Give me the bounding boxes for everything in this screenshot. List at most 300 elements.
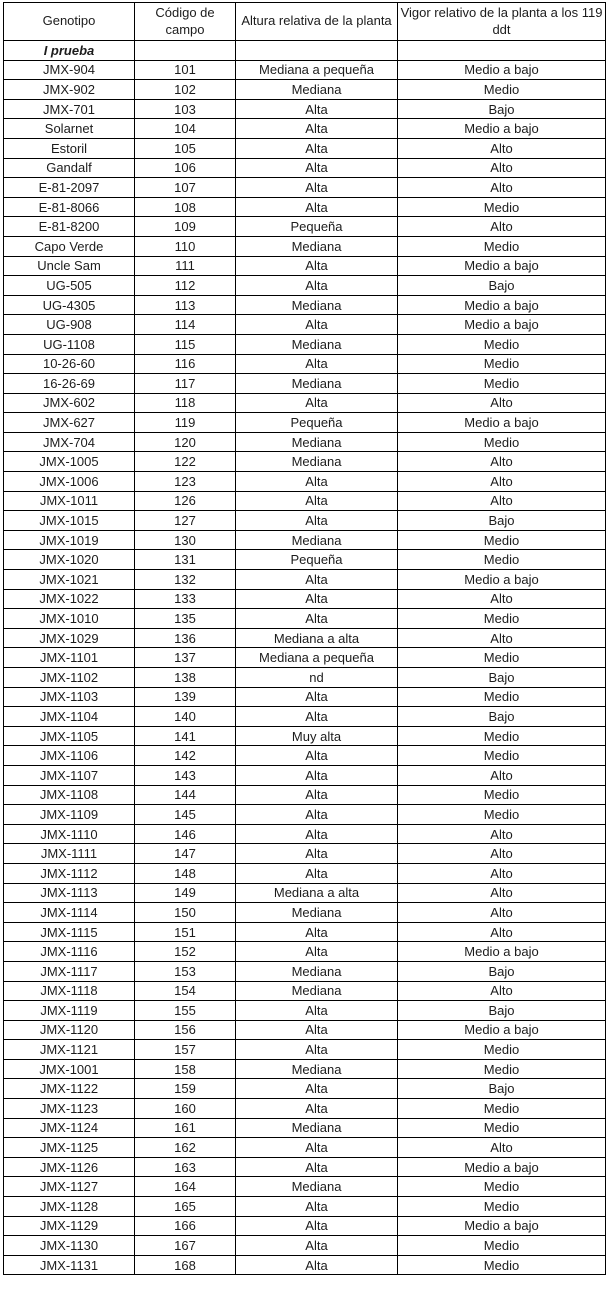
- altura-cell: Mediana: [236, 530, 398, 550]
- codigo-cell: 120: [135, 432, 236, 452]
- genotipo-cell: JMX-1011: [4, 491, 135, 511]
- table-row: [4, 824, 606, 844]
- vigor-cell: Medio: [398, 550, 606, 570]
- table-row: [4, 726, 606, 746]
- altura-cell: Alta: [236, 315, 398, 335]
- table-row: [4, 236, 606, 256]
- altura-cell: Mediana a pequeña: [236, 648, 398, 668]
- codigo-cell: 141: [135, 726, 236, 746]
- genotipo-cell: JMX-1122: [4, 1079, 135, 1099]
- codigo-cell: 150: [135, 903, 236, 923]
- vigor-cell: Medio a bajo: [398, 315, 606, 335]
- codigo-cell: 106: [135, 158, 236, 178]
- altura-cell: Mediana: [236, 961, 398, 981]
- vigor-cell: Medio: [398, 648, 606, 668]
- table-row: [4, 1197, 606, 1217]
- genotipo-cell: Uncle Sam: [4, 256, 135, 276]
- table-row: [4, 1138, 606, 1158]
- genotipo-cell: JMX-1113: [4, 883, 135, 903]
- altura-cell: Mediana: [236, 374, 398, 394]
- table-row: [4, 609, 606, 629]
- vigor-cell: Bajo: [398, 1079, 606, 1099]
- altura-cell: Alta: [236, 1216, 398, 1236]
- table-row: [4, 863, 606, 883]
- column-header-codigo-de-campo: Código de campo: [135, 3, 236, 41]
- altura-cell: Pequeña: [236, 413, 398, 433]
- codigo-cell: 127: [135, 511, 236, 531]
- table-row: [4, 746, 606, 766]
- genotipo-cell: 10-26-60: [4, 354, 135, 374]
- table-row: [4, 99, 606, 119]
- altura-cell: [236, 41, 398, 61]
- altura-cell: Alta: [236, 765, 398, 785]
- altura-cell: Alta: [236, 1079, 398, 1099]
- genotipo-cell: UG-4305: [4, 295, 135, 315]
- codigo-cell: 138: [135, 668, 236, 688]
- vigor-cell: Medio: [398, 609, 606, 629]
- genotipo-cell: JMX-1115: [4, 922, 135, 942]
- codigo-cell: 143: [135, 765, 236, 785]
- table-row: [4, 765, 606, 785]
- codigo-cell: 148: [135, 863, 236, 883]
- vigor-cell: Medio: [398, 530, 606, 550]
- altura-cell: Alta: [236, 609, 398, 629]
- genotipo-cell: JMX-1131: [4, 1255, 135, 1275]
- table-row: [4, 178, 606, 198]
- vigor-cell: [398, 41, 606, 61]
- vigor-cell: Bajo: [398, 707, 606, 727]
- table-row: [4, 903, 606, 923]
- vigor-cell: Medio a bajo: [398, 295, 606, 315]
- column-header-vigor-relativo: Vigor relativo de la planta a los 119 ddt: [398, 3, 606, 41]
- genotipo-cell: JMX-1126: [4, 1157, 135, 1177]
- altura-cell: Alta: [236, 1040, 398, 1060]
- altura-cell: Pequeña: [236, 550, 398, 570]
- vigor-cell: Alto: [398, 178, 606, 198]
- table-row: [4, 256, 606, 276]
- altura-cell: Alta: [236, 942, 398, 962]
- genotipo-cell: JMX-701: [4, 99, 135, 119]
- altura-cell: Alta: [236, 1255, 398, 1275]
- codigo-cell: 149: [135, 883, 236, 903]
- genotype-table: [3, 2, 606, 1275]
- vigor-cell: Medio: [398, 236, 606, 256]
- codigo-cell: 168: [135, 1255, 236, 1275]
- codigo-cell: 165: [135, 1197, 236, 1217]
- genotipo-cell: JMX-1129: [4, 1216, 135, 1236]
- table-row: [4, 1040, 606, 1060]
- altura-cell: Alta: [236, 256, 398, 276]
- codigo-cell: 147: [135, 844, 236, 864]
- table-row: [4, 1059, 606, 1079]
- table-row: [4, 217, 606, 237]
- vigor-cell: Medio a bajo: [398, 1020, 606, 1040]
- genotipo-cell: JMX-1106: [4, 746, 135, 766]
- vigor-cell: Medio: [398, 1255, 606, 1275]
- codigo-cell: 133: [135, 589, 236, 609]
- vigor-cell: Medio: [398, 1059, 606, 1079]
- vigor-cell: Medio a bajo: [398, 942, 606, 962]
- codigo-cell: 162: [135, 1138, 236, 1158]
- vigor-cell: Alto: [398, 765, 606, 785]
- codigo-cell: 103: [135, 99, 236, 119]
- codigo-cell: 111: [135, 256, 236, 276]
- codigo-cell: 122: [135, 452, 236, 472]
- genotipo-cell: E-81-2097: [4, 178, 135, 198]
- codigo-cell: 130: [135, 530, 236, 550]
- altura-cell: Pequeña: [236, 217, 398, 237]
- codigo-cell: 119: [135, 413, 236, 433]
- vigor-cell: Medio: [398, 374, 606, 394]
- altura-cell: Alta: [236, 178, 398, 198]
- codigo-cell: 160: [135, 1099, 236, 1119]
- vigor-cell: Medio: [398, 746, 606, 766]
- vigor-cell: Alto: [398, 922, 606, 942]
- codigo-cell: 135: [135, 609, 236, 629]
- codigo-cell: 117: [135, 374, 236, 394]
- vigor-cell: Medio: [398, 726, 606, 746]
- genotipo-cell: JMX-1125: [4, 1138, 135, 1158]
- genotipo-cell: Capo Verde: [4, 236, 135, 256]
- codigo-cell: 115: [135, 334, 236, 354]
- table-row: [4, 60, 606, 80]
- vigor-cell: Medio: [398, 1118, 606, 1138]
- genotipo-cell: JMX-1022: [4, 589, 135, 609]
- vigor-cell: Alto: [398, 903, 606, 923]
- altura-cell: Alta: [236, 805, 398, 825]
- vigor-cell: Medio: [398, 197, 606, 217]
- codigo-cell: 104: [135, 119, 236, 139]
- codigo-cell: 112: [135, 276, 236, 296]
- vigor-cell: Bajo: [398, 511, 606, 531]
- genotipo-cell: JMX-1111: [4, 844, 135, 864]
- altura-cell: Alta: [236, 354, 398, 374]
- table-row: [4, 334, 606, 354]
- altura-cell: Alta: [236, 570, 398, 590]
- codigo-cell: 116: [135, 354, 236, 374]
- table-row: [4, 80, 606, 100]
- genotipo-cell: Solarnet: [4, 119, 135, 139]
- vigor-cell: Alto: [398, 452, 606, 472]
- vigor-cell: Alto: [398, 217, 606, 237]
- table-row: [4, 668, 606, 688]
- altura-cell: Alta: [236, 863, 398, 883]
- table-row: [4, 472, 606, 492]
- vigor-cell: Medio: [398, 354, 606, 374]
- table-row: [4, 1236, 606, 1256]
- altura-cell: Alta: [236, 707, 398, 727]
- genotipo-cell: JMX-1119: [4, 1001, 135, 1021]
- altura-cell: Mediana: [236, 903, 398, 923]
- genotipo-cell: JMX-1104: [4, 707, 135, 727]
- codigo-cell: 101: [135, 60, 236, 80]
- table-row: [4, 805, 606, 825]
- codigo-cell: 114: [135, 315, 236, 335]
- table-row: [4, 883, 606, 903]
- codigo-cell: 105: [135, 138, 236, 158]
- codigo-cell: 113: [135, 295, 236, 315]
- codigo-cell: 136: [135, 628, 236, 648]
- table-row: [4, 1001, 606, 1021]
- altura-cell: Alta: [236, 746, 398, 766]
- section-row: [4, 41, 606, 61]
- altura-cell: Alta: [236, 99, 398, 119]
- table-row: [4, 197, 606, 217]
- vigor-cell: Medio: [398, 805, 606, 825]
- column-header-altura-relativa: Altura relativa de la planta: [236, 3, 398, 41]
- vigor-cell: Alto: [398, 981, 606, 1001]
- vigor-cell: Medio: [398, 785, 606, 805]
- vigor-cell: Alto: [398, 1138, 606, 1158]
- genotipo-cell: JMX-1117: [4, 961, 135, 981]
- codigo-cell: 102: [135, 80, 236, 100]
- codigo-cell: 108: [135, 197, 236, 217]
- genotipo-cell: JMX-1010: [4, 609, 135, 629]
- genotipo-cell: JMX-1102: [4, 668, 135, 688]
- altura-cell: Alta: [236, 785, 398, 805]
- genotipo-cell: JMX-627: [4, 413, 135, 433]
- table-row: [4, 1177, 606, 1197]
- codigo-cell: 158: [135, 1059, 236, 1079]
- codigo-cell: 164: [135, 1177, 236, 1197]
- altura-cell: Mediana a alta: [236, 883, 398, 903]
- altura-cell: Mediana: [236, 1059, 398, 1079]
- table-row: [4, 295, 606, 315]
- codigo-cell: 126: [135, 491, 236, 511]
- altura-cell: Mediana: [236, 334, 398, 354]
- table-row: [4, 844, 606, 864]
- altura-cell: Mediana: [236, 981, 398, 1001]
- codigo-cell: 152: [135, 942, 236, 962]
- genotipo-cell: JMX-602: [4, 393, 135, 413]
- codigo-cell: 146: [135, 824, 236, 844]
- genotipo-cell: UG-505: [4, 276, 135, 296]
- vigor-cell: Medio: [398, 1236, 606, 1256]
- altura-cell: Mediana: [236, 432, 398, 452]
- genotipo-cell: JMX-1015: [4, 511, 135, 531]
- codigo-cell: 167: [135, 1236, 236, 1256]
- table-row: [4, 1079, 606, 1099]
- altura-cell: Mediana: [236, 1118, 398, 1138]
- table-row: [4, 138, 606, 158]
- genotipo-cell: JMX-902: [4, 80, 135, 100]
- genotipo-cell: JMX-1128: [4, 1197, 135, 1217]
- table-row: [4, 981, 606, 1001]
- codigo-cell: 109: [135, 217, 236, 237]
- table-row: [4, 1118, 606, 1138]
- genotipo-cell: JMX-1105: [4, 726, 135, 746]
- genotipo-cell: JMX-1116: [4, 942, 135, 962]
- genotipo-cell: JMX-1029: [4, 628, 135, 648]
- genotipo-cell: JMX-1005: [4, 452, 135, 472]
- vigor-cell: Alto: [398, 863, 606, 883]
- altura-cell: Mediana: [236, 295, 398, 315]
- vigor-cell: Medio: [398, 80, 606, 100]
- codigo-cell: 132: [135, 570, 236, 590]
- codigo-cell: 110: [135, 236, 236, 256]
- section-label: I prueba: [4, 41, 135, 61]
- altura-cell: Alta: [236, 589, 398, 609]
- genotipo-cell: E-81-8200: [4, 217, 135, 237]
- genotipo-cell: JMX-1118: [4, 981, 135, 1001]
- vigor-cell: Alto: [398, 883, 606, 903]
- vigor-cell: Bajo: [398, 1001, 606, 1021]
- genotipo-cell: JMX-1120: [4, 1020, 135, 1040]
- table-row: [4, 276, 606, 296]
- vigor-cell: Medio a bajo: [398, 256, 606, 276]
- table-row: [4, 628, 606, 648]
- vigor-cell: Alto: [398, 628, 606, 648]
- table-row: [4, 1216, 606, 1236]
- codigo-cell: 155: [135, 1001, 236, 1021]
- vigor-cell: Medio a bajo: [398, 119, 606, 139]
- codigo-cell: 107: [135, 178, 236, 198]
- altura-cell: Mediana: [236, 236, 398, 256]
- vigor-cell: Alto: [398, 824, 606, 844]
- table-row: [4, 922, 606, 942]
- table-body: [4, 41, 606, 1275]
- table-row: [4, 1020, 606, 1040]
- table-row: [4, 452, 606, 472]
- genotipo-cell: JMX-1006: [4, 472, 135, 492]
- vigor-cell: Medio: [398, 687, 606, 707]
- codigo-cell: 144: [135, 785, 236, 805]
- table-row: [4, 687, 606, 707]
- vigor-cell: Medio: [398, 1040, 606, 1060]
- vigor-cell: Alto: [398, 138, 606, 158]
- table-row: [4, 511, 606, 531]
- vigor-cell: Medio: [398, 1177, 606, 1197]
- vigor-cell: Medio a bajo: [398, 413, 606, 433]
- table-row: [4, 119, 606, 139]
- table-row: [4, 648, 606, 668]
- codigo-cell: 123: [135, 472, 236, 492]
- altura-cell: Alta: [236, 1020, 398, 1040]
- genotipo-cell: JMX-904: [4, 60, 135, 80]
- altura-cell: Alta: [236, 844, 398, 864]
- altura-cell: Alta: [236, 197, 398, 217]
- codigo-cell: 137: [135, 648, 236, 668]
- altura-cell: Alta: [236, 119, 398, 139]
- altura-cell: Mediana a pequeña: [236, 60, 398, 80]
- altura-cell: Alta: [236, 922, 398, 942]
- codigo-cell: 142: [135, 746, 236, 766]
- table-row: [4, 1099, 606, 1119]
- genotipo-cell: Estoril: [4, 138, 135, 158]
- genotipo-cell: JMX-1001: [4, 1059, 135, 1079]
- altura-cell: Alta: [236, 1157, 398, 1177]
- genotipo-cell: UG-908: [4, 315, 135, 335]
- genotipo-cell: 16-26-69: [4, 374, 135, 394]
- altura-cell: Alta: [236, 511, 398, 531]
- codigo-cell: 157: [135, 1040, 236, 1060]
- altura-cell: Alta: [236, 687, 398, 707]
- genotipo-cell: JMX-1101: [4, 648, 135, 668]
- altura-cell: Mediana: [236, 80, 398, 100]
- altura-cell: Alta: [236, 393, 398, 413]
- table-row: [4, 354, 606, 374]
- table-row: [4, 530, 606, 550]
- genotipo-cell: UG-1108: [4, 334, 135, 354]
- table-row: [4, 707, 606, 727]
- column-header-genotipo: Genotipo: [4, 3, 135, 41]
- vigor-cell: Bajo: [398, 276, 606, 296]
- codigo-cell: 154: [135, 981, 236, 1001]
- codigo-cell: 139: [135, 687, 236, 707]
- codigo-cell: 156: [135, 1020, 236, 1040]
- table-row: [4, 785, 606, 805]
- altura-cell: Alta: [236, 472, 398, 492]
- table-row: [4, 158, 606, 178]
- table-row: [4, 413, 606, 433]
- genotipo-cell: JMX-1130: [4, 1236, 135, 1256]
- altura-cell: nd: [236, 668, 398, 688]
- vigor-cell: Bajo: [398, 961, 606, 981]
- genotipo-cell: JMX-1020: [4, 550, 135, 570]
- genotipo-cell: JMX-1124: [4, 1118, 135, 1138]
- vigor-cell: Medio: [398, 1197, 606, 1217]
- altura-cell: Mediana: [236, 452, 398, 472]
- altura-cell: Alta: [236, 158, 398, 178]
- table-row: [4, 1157, 606, 1177]
- codigo-cell: 118: [135, 393, 236, 413]
- table-row: [4, 550, 606, 570]
- vigor-cell: Alto: [398, 158, 606, 178]
- altura-cell: Mediana: [236, 1177, 398, 1197]
- vigor-cell: Alto: [398, 393, 606, 413]
- vigor-cell: Medio: [398, 334, 606, 354]
- table-row: [4, 393, 606, 413]
- codigo-cell: 159: [135, 1079, 236, 1099]
- genotipo-cell: JMX-1021: [4, 570, 135, 590]
- genotipo-cell: JMX-1108: [4, 785, 135, 805]
- genotipo-cell: JMX-1103: [4, 687, 135, 707]
- codigo-cell: [135, 41, 236, 61]
- codigo-cell: 153: [135, 961, 236, 981]
- altura-cell: Alta: [236, 1197, 398, 1217]
- vigor-cell: Bajo: [398, 668, 606, 688]
- vigor-cell: Medio a bajo: [398, 570, 606, 590]
- table-row: [4, 432, 606, 452]
- genotipo-cell: JMX-1019: [4, 530, 135, 550]
- altura-cell: Alta: [236, 1138, 398, 1158]
- table-row: [4, 491, 606, 511]
- codigo-cell: 161: [135, 1118, 236, 1138]
- codigo-cell: 166: [135, 1216, 236, 1236]
- table-row: [4, 315, 606, 335]
- vigor-cell: Medio: [398, 1099, 606, 1119]
- genotipo-cell: Gandalf: [4, 158, 135, 178]
- table-row: [4, 589, 606, 609]
- altura-cell: Mediana a alta: [236, 628, 398, 648]
- table-header: [4, 3, 606, 41]
- vigor-cell: Alto: [398, 589, 606, 609]
- table-row: [4, 1255, 606, 1275]
- altura-cell: Alta: [236, 1236, 398, 1256]
- table-row: [4, 570, 606, 590]
- vigor-cell: Alto: [398, 472, 606, 492]
- codigo-cell: 151: [135, 922, 236, 942]
- codigo-cell: 131: [135, 550, 236, 570]
- table-row: [4, 374, 606, 394]
- genotipo-cell: JMX-1123: [4, 1099, 135, 1119]
- genotipo-cell: E-81-8066: [4, 197, 135, 217]
- table-row: [4, 961, 606, 981]
- vigor-cell: Medio a bajo: [398, 1216, 606, 1236]
- altura-cell: Alta: [236, 824, 398, 844]
- vigor-cell: Alto: [398, 491, 606, 511]
- vigor-cell: Bajo: [398, 99, 606, 119]
